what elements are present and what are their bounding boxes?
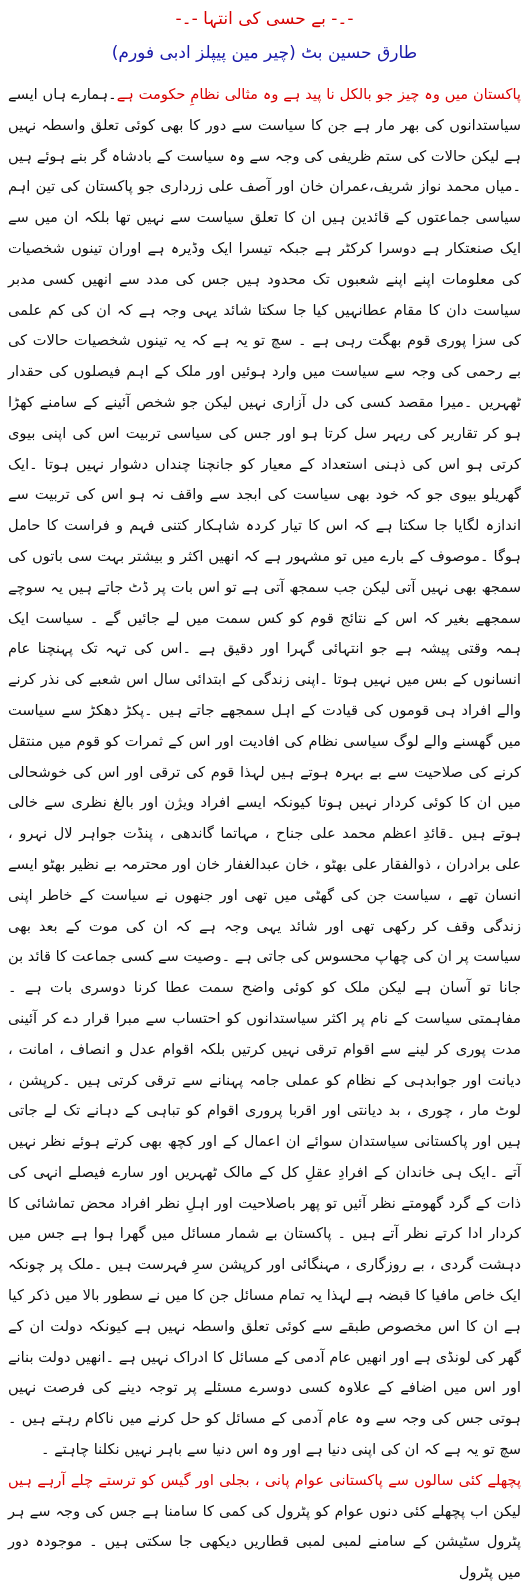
paragraph-2-text: لیکن اب پچھلے کئی دنوں عوام کو پٹرول کی کمی کا سامنا ہے جس کی وجہ سے ہر پٹرول سٹیشن کے سامنے لمبی لمبی قطاریں دیکھی جا سکتی ہیں ۔ موجودہ دور میں پٹرول <box>8 1502 521 1582</box>
article-headline: -۔- بے حسی کی انتہا -۔- <box>175 9 354 29</box>
paragraph-1-lead: پاکستان میں وہ چیز جو بالکل نا پید ہے وہ مثالی نظامِ حکومت ہے <box>116 86 521 103</box>
paragraph-1-text: ۔ہمارے ہاں ایسے سیاستدانوں کی بھر مار ہے جن کا سیاست سے دور کا بھی کوئی تعلق واسطہ نہیں ہے لیکن حالات کی ستم ظریفی کی وجہ سے وہ سیاست کے بادشاہ گر بنے ہوئے ہیں ۔میاں محمد نواز شریف،عمران خان اور آصف علی زرداری جو پاکستان کی تین اہم سیاسی جماعتوں کے قائدین ہیں ان کا تعلق سیاست سے نہیں تھا بلکہ ان میں سے ایک صنعتکار ہے دوسرا کرکٹر ہے جبکہ تیسرا ایک وڈیرہ ہے اوران تینوں شخصیات کی معلومات اپنے اپنے شعبوں تک محدود ہیں جس کی مدد سے انھیں کسی مدبر سیاست دان کا مقام عطانہیں کیا جا سکتا شائد یہی وجہ ہے کہ ان کی کم علمی کی سزا پوری قوم بھگت رہی ہے ۔ سچ تو یہ ہے کہ یہ تینوں شخصیات حالات کی بے رحمی کی وجہ سے سیاست میں وارد ہوئیں اور ملک کے اہم فیصلوں کی حقدار ٹھہریں ۔میرا مقصد کسی کی دل آزاری نہیں لیکن جو شخص آئینے کے سامنے کھڑا ہو کر تقاریر کی ریہر سل کرتا ہو اور جس کی سیاسی تربیت اس کی اپنی بیوی کرتی ہو اس کی ذہنی استعداد کے معیار کو جانچنا چنداں دشوار نہیں ہوتا ۔ایک گھریلو بیوی جو کہ خود بھی سیاست کی ابجد سے واقف نہ ہو اس کی تربیت سے اندازہ لگایا جا سکتا ہے کہ اس کا تیار کردہ شاہکار کتنی فہم و فراست کا حامل ہوگا ۔موصوف کے بارے میں تو مشہور ہے کہ انھیں اکثر و بیشتر بہت سی باتوں کی سمجھ بھی نہیں آتی لیکن جب سمجھ آتی ہے تو اس بات پر ڈٹ جاتے ہیں یہ سوچے سمجھے بغیر کہ اس کے نتائج قوم کو کس سمت میں لے جائیں گے ۔ سیاست ایک ہمہ وقتی پیشہ ہے جو انتہائی گہرا اور دقیق ہے ۔اس کی تہہ تک پہنچنا عام انسانوں کے بس میں نہیں ہوتا ۔اپنی زندگی کے ابتدائی سال اس شعبے کی نذر کرنے والے افراد ہی قوموں کی قیادت کے اہل سمجھے جاتے ہیں ۔پکڑ دھکڑ سے سیاست میں گھسنے والے لوگ سیاسی نظام کی افادیت اور اس کے ثمرات کو قوم میں منتقل کرنے کی صلاحیت سے بے بہرہ ہوتے ہیں لہذا قوم کی ترقی اور اس کی خوشحالی میں ان کا کوئی کردار نہیں ہوتا کیونکہ ایسے افراد ویژن اور بالغ نظری سے خالی ہوتے ہیں ۔قائدِ اعظم محمد علی جناح ، مہاتما گاندھی ، پنڈت جواہر لال نہرو ، علی برادران ، ذوالفقار علی بھٹو ، خان عبدالغفار خان اور محترمہ بے نظیر بھٹو ایسے انسان تھے ، سیاست جن کی گھٹی میں تھی اور جنھوں نے سیاست کے خاطر اپنی زندگی وقف کر رکھی تھی اور شائد یہی وجہ ہے کہ ان کی موت کے بعد بھی سیاست پر ان کی چھاپ محسوس کی جاتی ہے ۔وصیت سے کسی جماعت کا قائد بن جانا تو آسان ہے لیکن ملک کو کوئی واضح سمت عطا کرنا دوسری بات ہے ۔مفاہمتی سیاست کے نام پر اکثر سیاستدانوں کو احتساب سے مبرا قرار دے کر آئینی مدت پوری کر لینے سے اقوام ترقی نہیں کرتیں بلکہ اقوام عدل و انصاف ، امانت ، دیانت اور جوابدہی کے نظام کو عملی جامہ پہنانے سے ترقی کرتی ہیں ۔کرپشن ، لوٹ مار ، چوری ، بد دیانتی اور اقربا پروری اقوام کو تباہی کے دہانے تک لے جاتی ہیں اور پاکستانی سیاستدان سوائے ان اعمال کے اور کچھ بھی کرتے ہوئے نظر نہیں آتے ۔ایک ہی خاندان کے افرادِ عقلِ کل کے مالک ٹھہریں اور سارے فیصلے انہی کی ذات کے گرد گھومتے نظر آئیں تو پھر باصلاحیت اور اہلِ نظر افراد محض تماشائی کا کردار ادا کرتے نظر آتے ہیں ۔ پاکستان بے شمار مسائل میں گھرا ہوا ہے جس میں دہشت گردی ، بے روزگاری ، مہنگائی اور کرپشن سرِ فہرست ہیں ۔ملک پر چونکہ ایک خاص مافیا کا قبضہ ہے لہذا یہ تمام مسائل جن کا میں نے سطور بالا میں ذکر کیا ہے ان کا اس مخصوص طبقے سے کوئی تعلق واسطہ نہیں ہے کیونکہ دولت ان کے گھر کی لونڈی ہے اور انھیں عام آدمی کے مسائل کا ادراک نہیں ہے ۔انھیں دولت بنانے اور اس میں اضافے کے علاوہ کسی دوسرے مسئلے پر توجہ دینے کی فرصت نہیں ہوتی جس کی وجہ سے وہ عام آدمی کے مسائل کو حل کرنے میں ناکام رہتے ہیں ۔ سچ تو یہ ہے کہ ان کی اپنی دنیا ہے اور وہ اس دنیا سے باہر نہیں نکلنا چاہتے ۔ <box>8 86 521 1459</box>
author-byline: طارق حسین بٹ (چیر مین پیپلز ادبی فورم) <box>111 43 418 63</box>
paragraph-2-lead: پچھلے کئی سالوں سے پاکستانی عوام پانی ، بجلی اور گیس کو ترستے چلے آرہے ہیں <box>8 1471 521 1489</box>
article-body <box>8 80 521 1589</box>
paragraph-2 <box>8 1466 521 1589</box>
